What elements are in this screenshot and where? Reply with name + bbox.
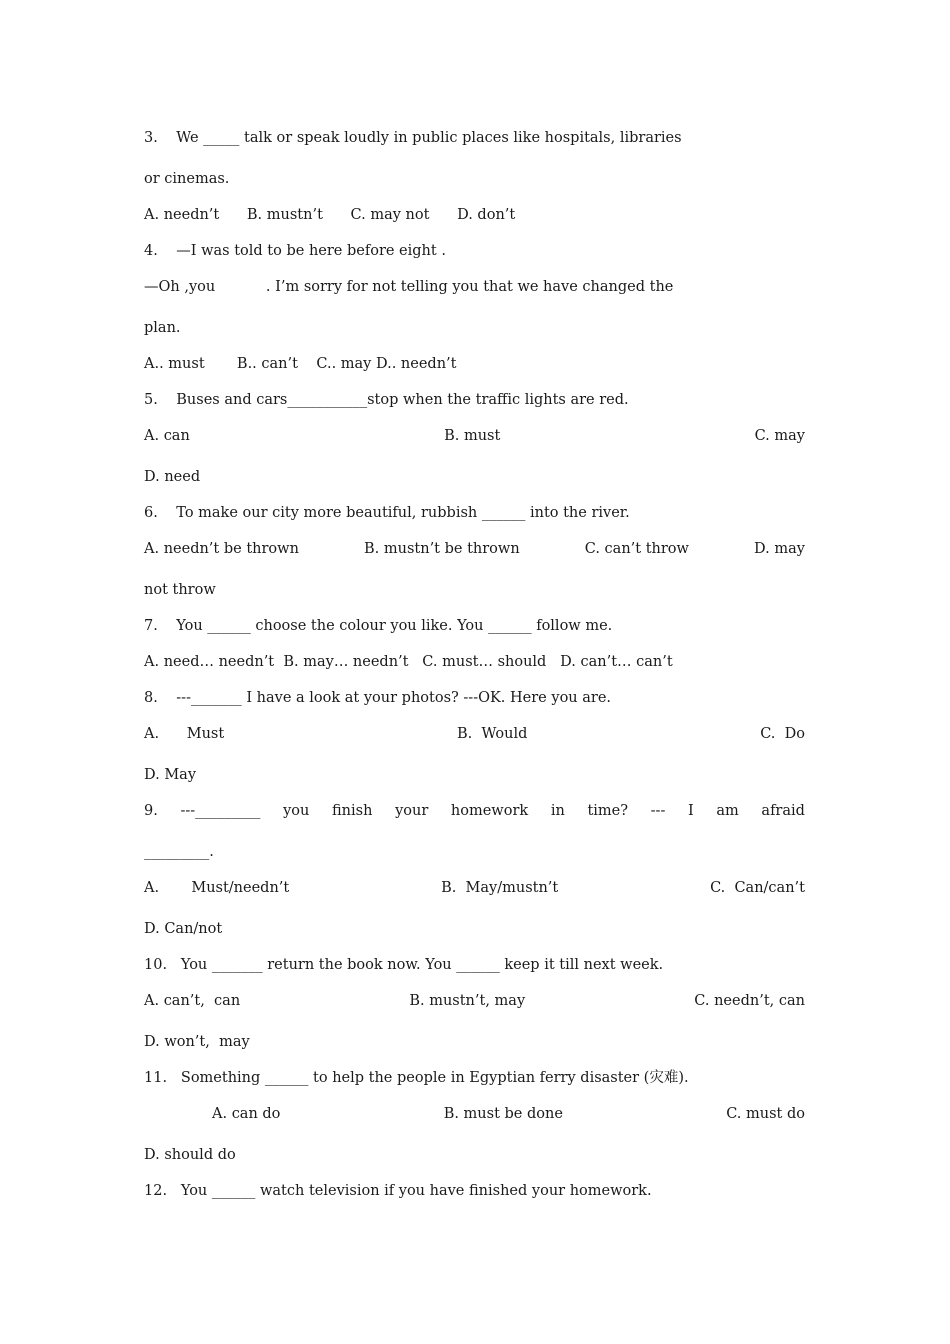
option-c: C. may [754,428,805,444]
question-9-stem-cont: _________. [144,844,214,860]
question-9-stem [144,802,805,820]
option-a: A. Must [144,726,225,742]
question-3-stem-cont: or cinemas. [144,171,230,187]
question-3-options: A. needn’t B. mustn’t C. may not D. don’t [144,207,516,223]
stem-word: finish [331,803,373,819]
stem-word: afraid [761,803,805,819]
question-7-options: A. need… needn’t B. may… needn’t C. must… should D. can’t… can’t [144,654,673,670]
option-a: A. can do [212,1106,281,1122]
question-4-reply-cont: plan. [144,320,181,336]
stem-word: in [550,803,565,819]
question-5-option-d: D. need [144,469,201,485]
question-5-options [144,427,805,445]
option-c: C. needn’t, can [694,993,805,1009]
stem-word: time? [587,803,629,819]
option-b: B. must be done [443,1106,563,1122]
question-4-stem: 4. —I was told to be here before eight . [144,243,446,259]
question-9-options [144,879,805,897]
stem-word: am [716,803,739,819]
question-11-stem: 11. Something ______ to help the people in Egyptian ferry disaster (灾难). [144,1070,689,1086]
stem-word: --- [650,803,666,819]
stem-word: you [283,803,310,819]
option-c: C. Can/can’t [710,880,805,896]
question-10-stem: 10. You _______ return the book now. You ______ keep it till next week. [144,957,664,973]
question-3-stem: 3. We _____ talk or speak loudly in public places like hospitals, libraries [144,130,682,146]
question-10-option-d: D. won’t, may [144,1034,250,1050]
option-c: C. can’t throw [584,541,689,557]
question-6-option-d-cont: not throw [144,582,216,598]
option-b: B. Would [457,726,528,742]
question-11-option-d: D. should do [144,1147,236,1163]
option-b: B. mustn’t, may [409,993,526,1009]
option-a: A. needn’t be thrown [144,541,299,557]
question-6-options [144,540,805,558]
question-7-stem: 7. You ______ choose the colour you like. You ______ follow me. [144,618,613,634]
option-d: D. may [754,541,805,557]
stem-word: 9. [144,803,158,819]
question-8-option-d: D. May [144,767,197,783]
question-4-options: A.. must B.. can’t C.. may D.. needn’t [144,356,457,372]
question-11-options [212,1105,805,1123]
question-5-stem: 5. Buses and cars___________stop when the traffic lights are red. [144,392,629,408]
stem-word: ---_________ [180,803,261,819]
question-8-options [144,725,805,743]
option-a: A. Must/needn’t [144,880,290,896]
question-6-stem: 6. To make our city more beautiful, rubbish ______ into the river. [144,505,630,521]
option-a: A. can’t, can [144,993,241,1009]
option-b: B. May/mustn’t [441,880,559,896]
option-c: C. must do [726,1106,805,1122]
question-9-option-d: D. Can/not [144,921,223,937]
stem-word: I [688,803,694,819]
option-b: B. must [444,428,501,444]
question-12-stem: 12. You ______ watch television if you have finished your homework. [144,1183,652,1199]
option-a: A. can [144,428,190,444]
question-4-reply: —Oh ,you . I’m sorry for not telling you that we have changed the [144,279,674,295]
stem-word: homework [450,803,529,819]
option-c: C. Do [760,726,805,742]
question-10-options [144,992,805,1010]
option-b: B. mustn’t be thrown [364,541,520,557]
stem-word: your [395,803,429,819]
question-8-stem: 8. ---_______ I have a look at your photos? ---OK. Here you are. [144,690,612,706]
